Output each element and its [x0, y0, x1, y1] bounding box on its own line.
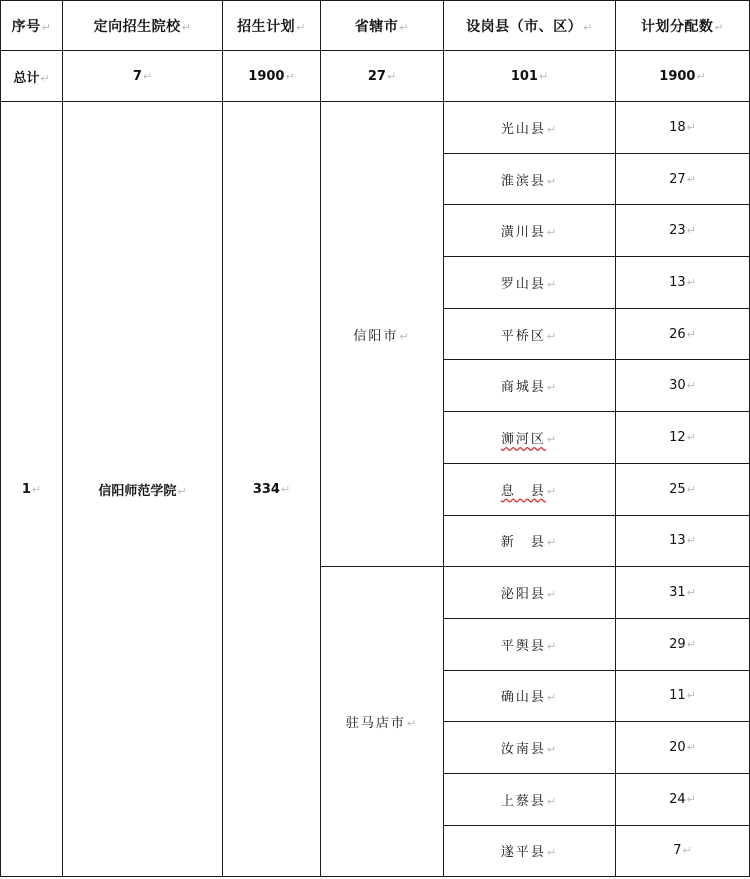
header-seq: 序号↵ [1, 1, 63, 51]
alloc-cell: 13↵ [616, 257, 750, 309]
group-school: 信阳师范学院↵ [63, 102, 223, 877]
alloc-cell: 7↵ [616, 825, 750, 877]
county-cell: 泌阳县↵ [444, 567, 616, 619]
county-cell: 光山县↵ [444, 102, 616, 154]
alloc-cell: 12↵ [616, 412, 750, 464]
county-cell: 上蔡县↵ [444, 773, 616, 825]
county-cell: 罗山县↵ [444, 257, 616, 309]
header-row [1, 1, 750, 51]
alloc-cell: 24↵ [616, 773, 750, 825]
total-alloc: 1900↵ [616, 51, 750, 102]
header-city: 省辖市↵ [321, 1, 444, 51]
city-name: 驻马店市↵ [321, 567, 444, 877]
alloc-cell: 31↵ [616, 567, 750, 619]
group-plan: 334↵ [223, 102, 321, 877]
county-cell: 息 县↵ [444, 463, 616, 515]
header-alloc: 计划分配数↵ [616, 1, 750, 51]
group-seq: 1↵ [1, 102, 63, 877]
county-cell: 商城县↵ [444, 360, 616, 412]
city-name: 信阳市↵ [321, 102, 444, 567]
total-row [1, 51, 750, 102]
alloc-cell: 18↵ [616, 102, 750, 154]
alloc-cell: 25↵ [616, 463, 750, 515]
total-counties: 101↵ [444, 51, 616, 102]
table-row [1, 102, 750, 154]
alloc-cell: 30↵ [616, 360, 750, 412]
county-cell: 遂平县↵ [444, 825, 616, 877]
header-county: 设岗县（市、区）↵ [444, 1, 616, 51]
county-cell: 平舆县↵ [444, 618, 616, 670]
alloc-cell: 27↵ [616, 153, 750, 205]
county-cell: 汝南县↵ [444, 722, 616, 774]
county-cell: 平桥区↵ [444, 308, 616, 360]
alloc-cell: 23↵ [616, 205, 750, 257]
county-cell: 确山县↵ [444, 670, 616, 722]
total-label: 总计↵ [1, 51, 63, 102]
alloc-cell: 29↵ [616, 618, 750, 670]
total-schools: 7↵ [63, 51, 223, 102]
total-plan: 1900↵ [223, 51, 321, 102]
county-cell: 浉河区↵ [444, 412, 616, 464]
alloc-cell: 20↵ [616, 722, 750, 774]
header-plan: 招生计划↵ [223, 1, 321, 51]
county-cell: 新 县↵ [444, 515, 616, 567]
alloc-cell: 11↵ [616, 670, 750, 722]
total-cities: 27↵ [321, 51, 444, 102]
alloc-cell: 13↵ [616, 515, 750, 567]
county-cell: 潢川县↵ [444, 205, 616, 257]
header-school: 定向招生院校↵ [63, 1, 223, 51]
alloc-cell: 26↵ [616, 308, 750, 360]
county-cell: 淮滨县↵ [444, 153, 616, 205]
